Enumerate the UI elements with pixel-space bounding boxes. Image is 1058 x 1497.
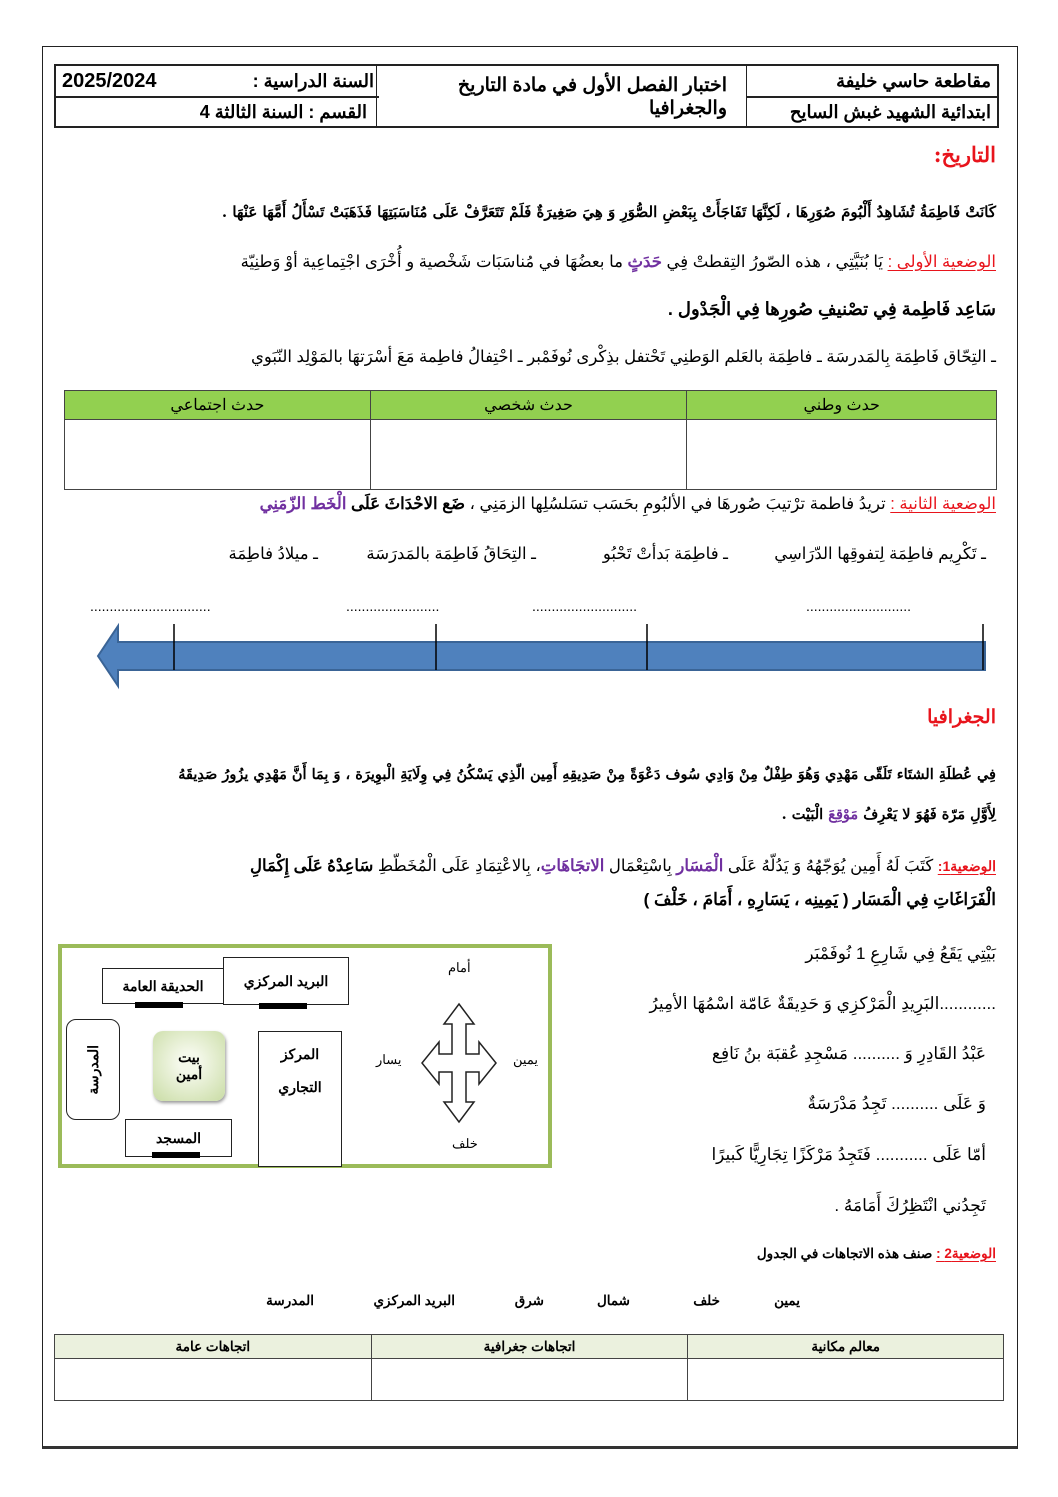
route-line: عَبْدُ القَادِرِ وَ .......... مَسْجِدِ عُقبَة بنُ نَافِع (711, 1044, 986, 1063)
answer-cell[interactable] (55, 1359, 372, 1401)
answer-cell[interactable] (687, 420, 997, 490)
home-label: أمين (175, 1066, 203, 1082)
situation1-text: يَا بُنَيَّتِي ، هذه الصّورُ التِقطتْ فِي (661, 253, 888, 271)
timeline-blank[interactable]: ........................ (346, 598, 440, 614)
table-header: حدث شخصي (370, 391, 687, 420)
route-line: بَيْتِي يَقَعُ فِي شَارِعِ 1 نُوفَمْبَر (805, 944, 996, 963)
district-name: مقاطعة حاسي خليفة (836, 70, 991, 91)
timeline-event: ـ فاطِمَة بَدأتْ تَحْبُو (602, 545, 728, 563)
highlight-timeline: الْخَط الزّمَنِي (259, 495, 347, 513)
situation1-line (241, 252, 996, 272)
direction-word: المدرسة (266, 1293, 314, 1308)
answer-cell[interactable] (65, 420, 371, 490)
geo-situation1-label: الوضعية1: (937, 858, 996, 874)
geo-situation1-line2: الْفَرَاغَاتِ فِي الْمَسَار ( يَمِينِه ، يَسَارِهِ ، أَمَامَ ، خَلْفَ ) (643, 890, 996, 909)
timeline-event: ـ ميلادُ فاطِمَة (228, 545, 318, 563)
geography-intro-2 (782, 806, 996, 823)
situation1-events: ـ التِحّاق فَاطِمَة بِالمَدرسَة ـ فاطِمَة بالعَلم الوَطنِي تَحْتفل بذِكْرى نُوفَمْبر ـ احْتِفالُ فاطِمة مَعَ أسْرَتهَا بالمَوْلِد النّبَوي (250, 348, 996, 366)
route-line: تَجِدُني انْتَظِرُكَ أَمَامَهُ . (834, 1196, 986, 1215)
table-header: اتجاهات عامة (55, 1335, 372, 1359)
timeline-blank[interactable]: ........................... (532, 598, 638, 614)
school-year-label: السنة الدراسية : (252, 70, 374, 91)
school-label: المدرسة (85, 1044, 101, 1095)
geo-text: ، بِالاعْتِمَادِ عَلَى الْمُخَطّطِ (373, 857, 541, 875)
highlight-directions: الاتجَاهَاتِ (540, 857, 605, 875)
history-intro: كَانَتْ فَاطِمَةُ تُشَاهِدُ أَلْبُومَ صُوَرِهَا ، لَكِنَّهَا تَفَاجَأَتْ بِبَعْضِ الصُّوَرِ وَ هِيَ صَغِيرَةٌ فَلَمْ تَتَعَرَّفْ عَلَى مُنَاسَبَتِهَا فَذَهَبَتْ تَسْأَلُ أَمَّهَا عَنْهَا . (221, 203, 996, 221)
geography-intro: فِي عُطلَةِ الشتَاء تَلَقّى مَهْدِي وَهُوَ طِفْلٌ مِنْ وَادِي سُوف دَعْوَةً مِنْ صَدِيقِهِ أَمِين الّذِي يَسْكُنُ فِي وِلَايَةِ الْبوِيرَة ، وَ بِمَا أَنَّ مَهْدِي يزُورُ صَدِيقَهُ (178, 766, 996, 783)
geo-instruction: سَاعِدْهُ عَلَى إِكْمَالِ (250, 857, 374, 875)
highlight-event: حَدَثٍ (627, 253, 662, 271)
table-header: اتجاهات جغرافية (371, 1335, 688, 1359)
compass-back: خلف (452, 1136, 478, 1151)
geo-situation1-line (250, 856, 996, 876)
highlight-location: مَوْقِعَ (828, 806, 859, 823)
route-line: وَ عَلَى .......... تَجِدُ مَدْرَسَةٌ (807, 1094, 986, 1113)
map-school (66, 1019, 120, 1120)
table-header: حدث اجتماعي (65, 391, 371, 420)
timeline-event: ـ تَكْرِيم فاطِمَة لِتفوقِها الدّرَاسِي (774, 545, 986, 563)
map-park: الحديقة العامة (102, 968, 224, 1004)
situation2-instruction: ضَع الاحْدَاثَ عَلَى (346, 495, 465, 513)
direction-word: يمين (774, 1293, 800, 1308)
situation2-label: الوضعية الثانية : (890, 495, 996, 513)
intro-text: لِأَوَّلِ مَرّة فَهُوَ لا يَعْرِفُ (858, 806, 996, 823)
direction-word: خلف (693, 1293, 720, 1308)
geo-situation2-text: صنف هذه الاتجاهات في الجدول (756, 1246, 937, 1261)
highlight-route: الْمَسَار (676, 857, 724, 875)
answer-cell[interactable] (688, 1359, 1004, 1401)
route-map (58, 944, 552, 1168)
home-label: بيت (178, 1049, 200, 1065)
route-line: أمّا عَلَى ........... فَتَجِدُ مَرْكَزًا تِجَارِيًّا كَبيرًا (711, 1145, 986, 1164)
school-name: ابتدائية الشهيد غبش السايح (789, 102, 991, 122)
mosque-entrance (152, 1152, 200, 1158)
map-mall (258, 1031, 342, 1167)
class-label: القسم : السنة الثالثة 4 (199, 102, 367, 122)
situation1-instruction: سَاعِد فَاطِمة فِي تصْنيفِ صُورِها فِي الْجَدْول . (667, 299, 996, 319)
history-title: التاريخ: (933, 142, 996, 167)
timeline-blank[interactable]: ........................... (806, 598, 912, 614)
park-entrance (135, 1002, 183, 1008)
geo-text: بِاسْتِعْمَال (604, 857, 677, 875)
situation2-line (260, 494, 996, 514)
situation1-text: ما بعضُهَا في مُناسَبَات شَخْصية و أُخْرَى اجْتِماعِية أوْ وَطنِيّة (240, 253, 628, 271)
direction-word: شرق (514, 1293, 544, 1308)
compass-left: يسار (376, 1052, 402, 1067)
geo-situation2-label: الوضعية2 : (936, 1246, 996, 1261)
geo-situation2-line (757, 1246, 996, 1262)
table-header: حدث وطني (687, 391, 997, 420)
situation1-label: الوضعية الأولى : (887, 253, 996, 271)
compass-arrows-icon (419, 1002, 499, 1124)
timeline-blank[interactable]: ............................... (90, 598, 211, 614)
map-amin-home (153, 1031, 225, 1101)
exam-title: اختبار الفصل الأول في مادة التاريخ والجغرافيا (457, 75, 727, 119)
map-post-office: البريد المركزي (223, 957, 349, 1005)
geography-title: الجغرافيا (927, 706, 996, 728)
compass-front: أمام (448, 960, 471, 975)
timeline-arrow (90, 620, 1000, 690)
map-mosque: المسجد (125, 1119, 232, 1157)
answer-cell[interactable] (370, 420, 687, 490)
compass-right: يمين (513, 1052, 538, 1067)
post-entrance (259, 1003, 307, 1009)
header-table (54, 64, 999, 128)
mall-label: التجاري (278, 1079, 322, 1095)
school-year-value: 2025/2024 (62, 69, 157, 92)
route-line: ............البَرِيدِ الْمَرْكزِي وَ حَدِيقَةٌ عَامّة اسْمُهَا الأمِيرُ (649, 994, 996, 1013)
situation2-text: تريدُ فاطمة ترْتيبَ صُورهَا في الألبُومِ بحَسَب تسَلسُلِها الزمَنِي ، (465, 495, 891, 513)
intro-text: الْبَيْت . (781, 806, 829, 823)
mall-label: المركز (280, 1046, 320, 1062)
geo-text: كَتَبَ لَهُ أَمِين يُوَجّهُهُ وَ يَدُلّهُ عَلَى (723, 857, 938, 875)
direction-word: شمال (596, 1293, 630, 1308)
directions-table (54, 1334, 1004, 1401)
timeline-event: ـ التِحَاقُ فَاطِمَة بالمَدرَسَة (366, 545, 536, 563)
direction-word: البريد المركزي (373, 1293, 455, 1308)
answer-cell[interactable] (371, 1359, 688, 1401)
table-header: معالم مكانية (688, 1335, 1004, 1359)
events-table (64, 390, 997, 490)
